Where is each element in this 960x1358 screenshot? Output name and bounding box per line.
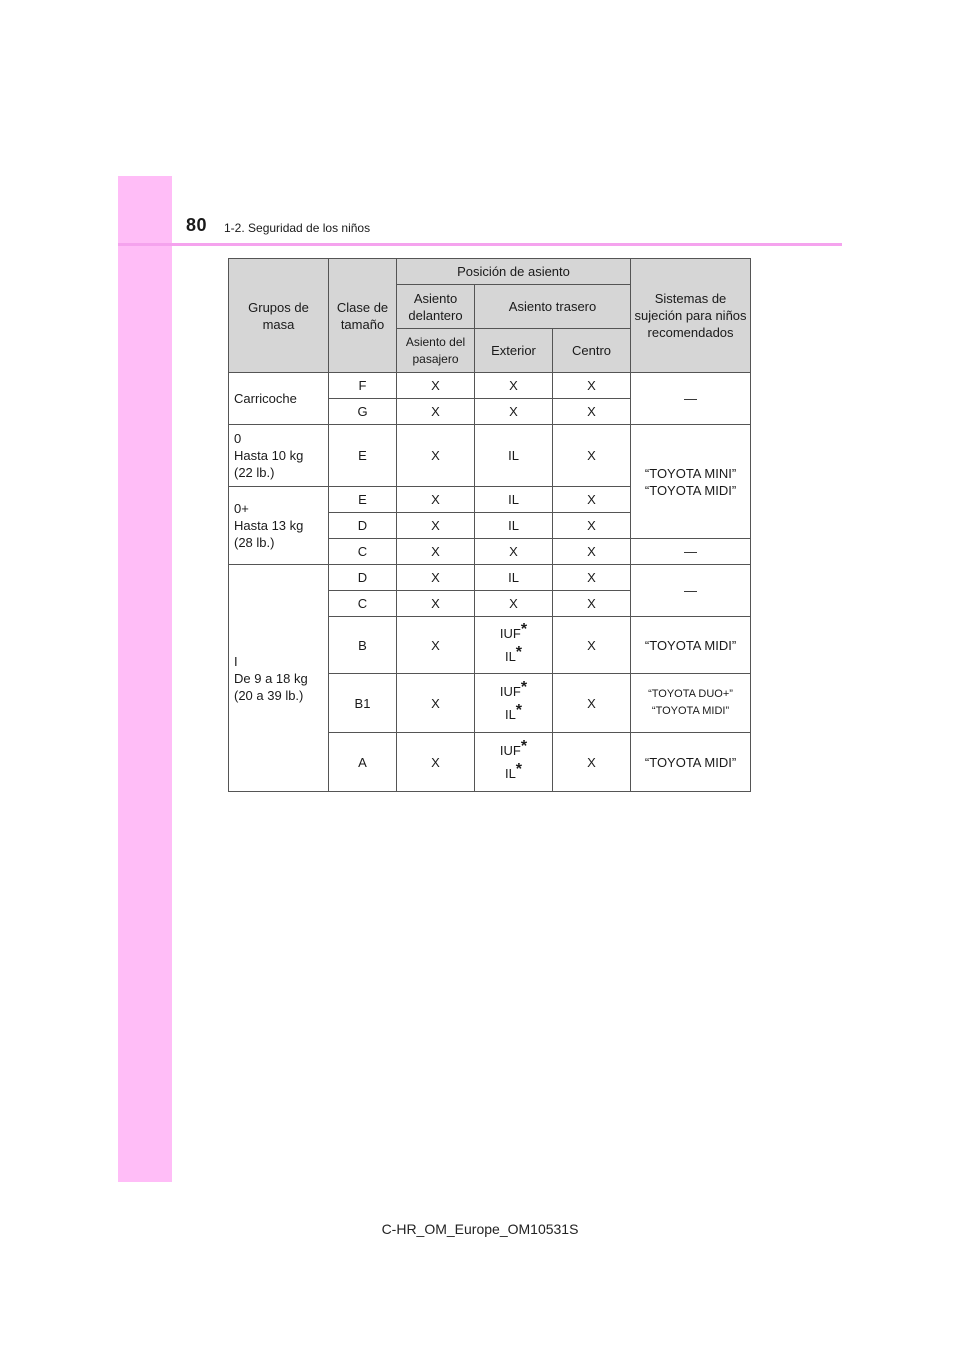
il-label: IL bbox=[504, 707, 516, 722]
asterisk-note: * bbox=[515, 761, 523, 778]
exterior-cell: IL bbox=[475, 565, 553, 591]
passenger-cell: X bbox=[397, 373, 475, 399]
exterior-cell bbox=[475, 733, 553, 792]
exterior-cell: IL bbox=[475, 513, 553, 539]
size-cell: F bbox=[329, 373, 397, 399]
page-number: 80 bbox=[186, 215, 208, 235]
iuf-label: IUF bbox=[499, 684, 521, 699]
header-front-seat: Asiento delantero bbox=[397, 285, 475, 329]
recommended-cell: “TOYOTA MIDI” bbox=[631, 733, 751, 792]
exterior-cell bbox=[475, 674, 553, 733]
asterisk-note: * bbox=[520, 679, 528, 696]
recommended-cell: — bbox=[631, 373, 751, 425]
passenger-cell: X bbox=[397, 733, 475, 792]
recommended-cell: — bbox=[631, 539, 751, 565]
iuf-label: IUF bbox=[499, 743, 521, 758]
iuf-label: IUF bbox=[499, 626, 521, 641]
size-cell: C bbox=[329, 591, 397, 617]
size-cell: E bbox=[329, 425, 397, 487]
asterisk-note: * bbox=[515, 644, 523, 661]
size-cell: C bbox=[329, 539, 397, 565]
center-cell: X bbox=[553, 425, 631, 487]
passenger-cell: X bbox=[397, 591, 475, 617]
exterior-cell bbox=[475, 617, 553, 674]
asterisk-note: * bbox=[520, 738, 528, 755]
passenger-cell: X bbox=[397, 513, 475, 539]
size-cell: D bbox=[329, 513, 397, 539]
header-exterior: Exterior bbox=[475, 329, 553, 373]
asterisk-note: * bbox=[515, 702, 523, 719]
size-cell: G bbox=[329, 399, 397, 425]
size-cell: E bbox=[329, 487, 397, 513]
header-mass-group: Grupos de masa bbox=[229, 259, 329, 373]
header-rear-seat: Asiento trasero bbox=[475, 285, 631, 329]
document-code: C-HR_OM_Europe_OM10531S bbox=[381, 1221, 579, 1237]
center-cell: X bbox=[553, 591, 631, 617]
section-title: 1-2. Seguridad de los niños bbox=[224, 221, 371, 235]
recommended-cell: “TOYOTA MINI” “TOYOTA MIDI” bbox=[631, 425, 751, 539]
group-carrycot: Carricoche bbox=[229, 373, 329, 425]
center-cell: X bbox=[553, 733, 631, 792]
header-size-class: Clase de tamaño bbox=[329, 259, 397, 373]
center-cell: X bbox=[553, 539, 631, 565]
passenger-cell: X bbox=[397, 565, 475, 591]
center-cell: X bbox=[553, 565, 631, 591]
center-cell: X bbox=[553, 617, 631, 674]
passenger-cell: X bbox=[397, 617, 475, 674]
header-center: Centro bbox=[553, 329, 631, 373]
header-passenger-seat: Asiento del pasajero bbox=[397, 329, 475, 373]
exterior-cell: IL bbox=[475, 425, 553, 487]
table-row bbox=[229, 565, 751, 591]
exterior-cell: X bbox=[475, 539, 553, 565]
exterior-cell: X bbox=[475, 399, 553, 425]
exterior-cell: X bbox=[475, 373, 553, 399]
child-seat-compatibility-table bbox=[228, 258, 751, 792]
header-seat-position: Posición de asiento bbox=[397, 259, 631, 285]
table-row bbox=[229, 425, 751, 487]
recommended-cell: “TOYOTA MIDI” bbox=[631, 617, 751, 674]
side-tab-bar bbox=[118, 176, 172, 1182]
table-row bbox=[229, 373, 751, 399]
header-rule bbox=[118, 243, 842, 246]
size-cell: A bbox=[329, 733, 397, 792]
passenger-cell: X bbox=[397, 539, 475, 565]
center-cell: X bbox=[553, 399, 631, 425]
il-label: IL bbox=[504, 766, 516, 781]
center-cell: X bbox=[553, 513, 631, 539]
recommended-cell: “TOYOTA DUO+” “TOYOTA MIDI” bbox=[631, 674, 751, 733]
exterior-cell: IL bbox=[475, 487, 553, 513]
header-recommended: Sistemas de sujeción para niños recomendados bbox=[631, 259, 751, 373]
group-1: I De 9 a 18 kg (20 a 39 lb.) bbox=[229, 565, 329, 792]
group-0-plus: 0+ Hasta 13 kg (28 lb.) bbox=[229, 487, 329, 565]
passenger-cell: X bbox=[397, 399, 475, 425]
center-cell: X bbox=[553, 674, 631, 733]
passenger-cell: X bbox=[397, 425, 475, 487]
recommended-cell: — bbox=[631, 565, 751, 617]
group-0: 0 Hasta 10 kg (22 lb.) bbox=[229, 425, 329, 487]
il-label: IL bbox=[504, 649, 516, 664]
passenger-cell: X bbox=[397, 487, 475, 513]
size-cell: D bbox=[329, 565, 397, 591]
size-cell: B bbox=[329, 617, 397, 674]
exterior-cell: X bbox=[475, 591, 553, 617]
size-cell: B1 bbox=[329, 674, 397, 733]
center-cell: X bbox=[553, 487, 631, 513]
center-cell: X bbox=[553, 373, 631, 399]
passenger-cell: X bbox=[397, 674, 475, 733]
asterisk-note: * bbox=[520, 621, 528, 638]
